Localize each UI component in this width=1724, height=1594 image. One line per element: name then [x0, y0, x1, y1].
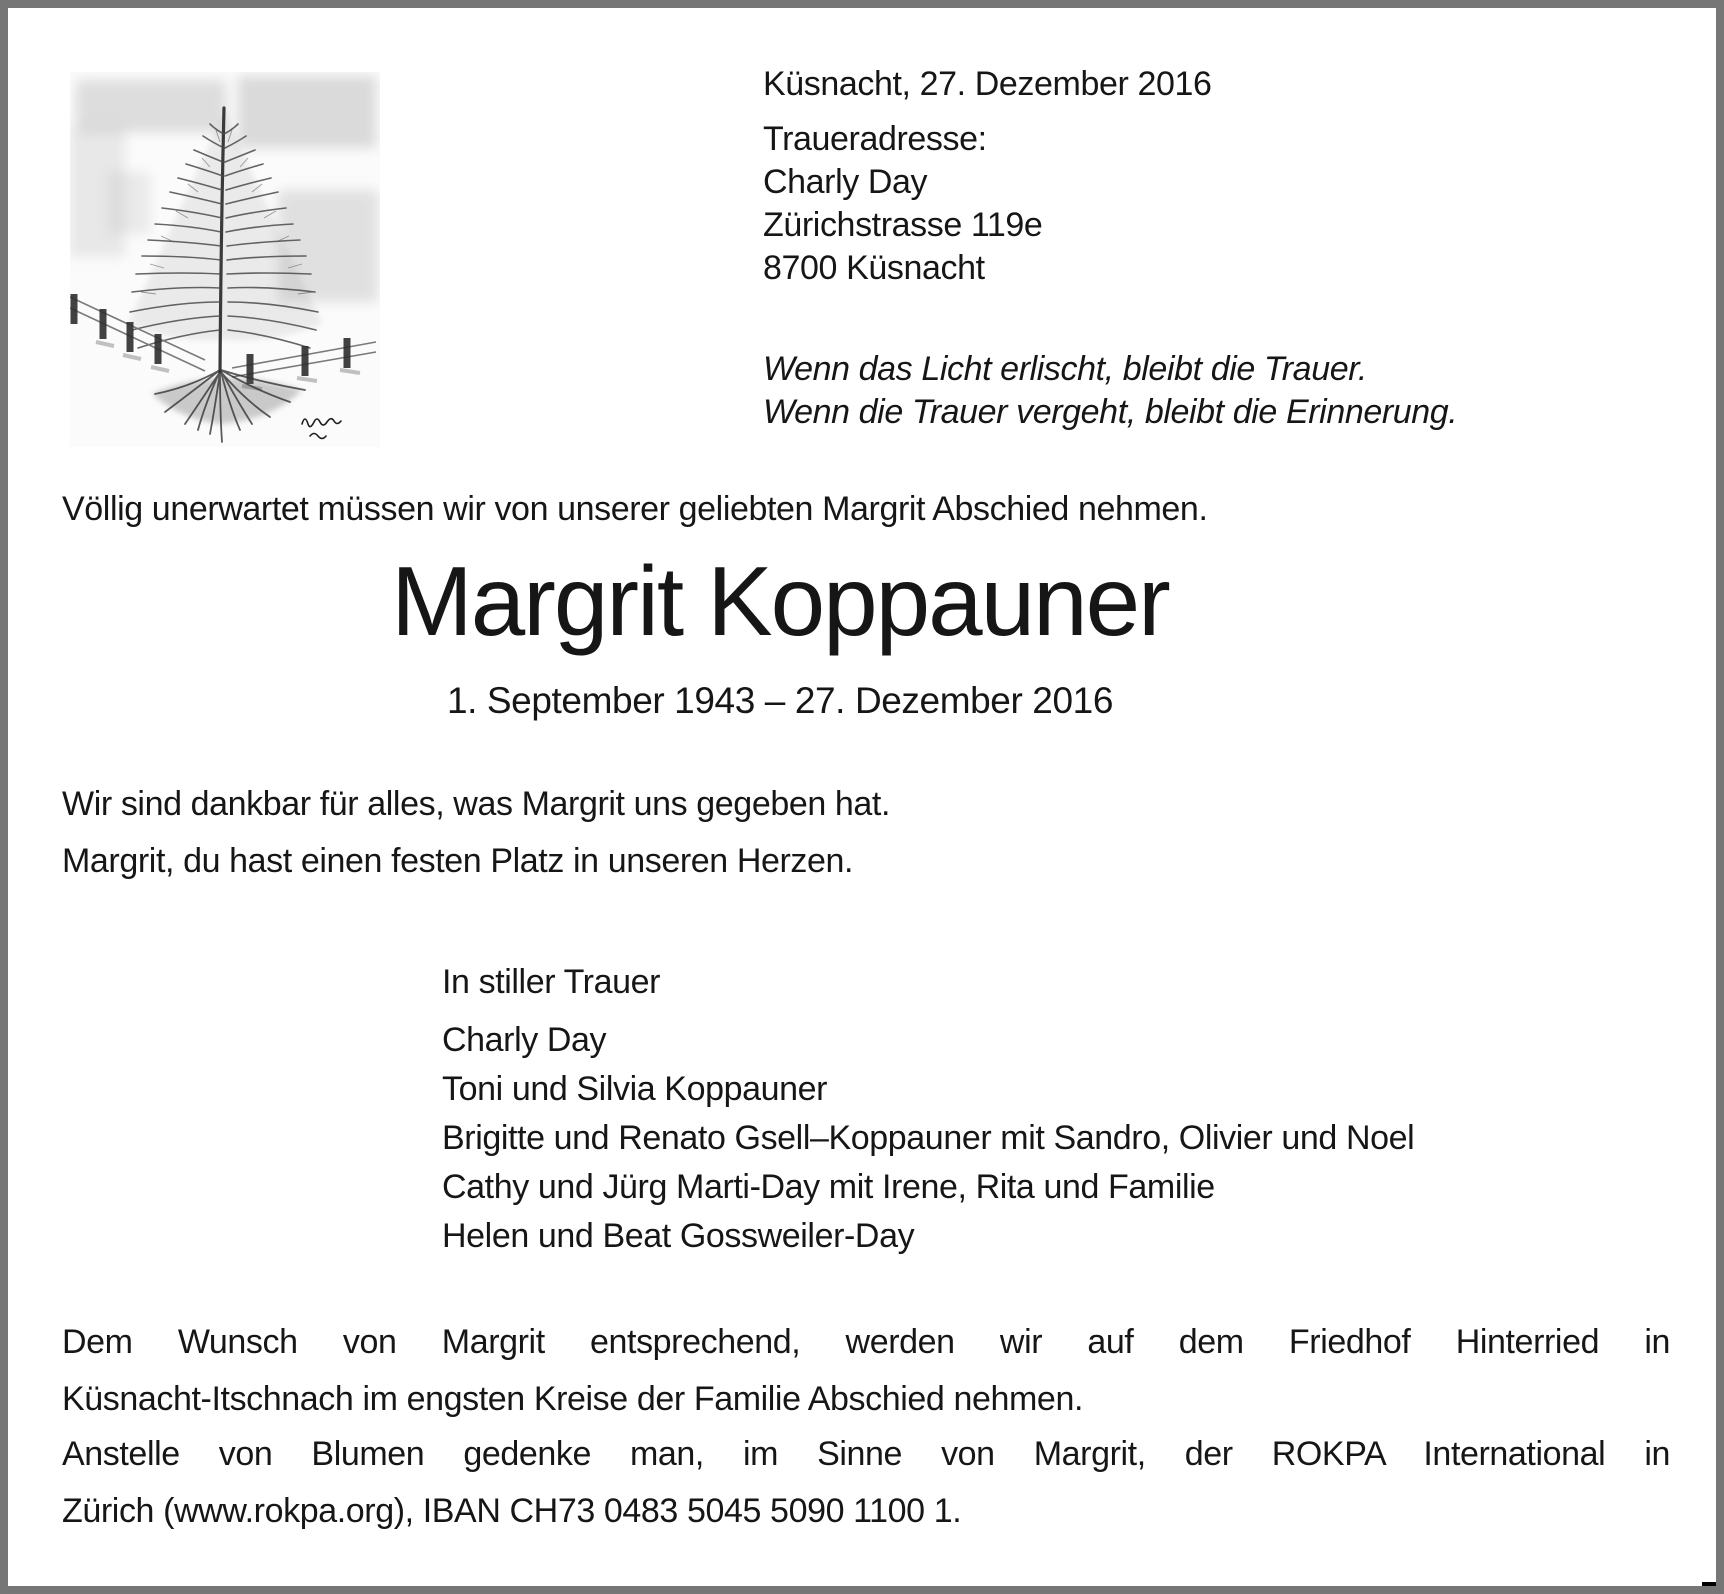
epigraph-line: Wenn die Trauer vergeht, bleibt die Erinnerung. [763, 393, 1458, 431]
epigraph-line: Wenn das Licht erlischt, bleibt die Trauer. [763, 350, 1367, 388]
epigraph-block [763, 348, 1457, 434]
mourning-address-block [763, 118, 1042, 290]
mourning-address-label: Traueradresse: [763, 120, 987, 158]
tribute-line: Margrit, du hast einen festen Platz in unseren Herzen. [62, 842, 854, 880]
dates-wrap [8, 680, 1552, 722]
mourner-name: Brigitte und Renato Gsell–Koppauner mit Sandro, Olivier und Noel [442, 1119, 1415, 1157]
mourners-block [442, 960, 1414, 1261]
funeral-info-line: Dem Wunsch von Margrit entsprechend, werden wir auf dem Friedhof Hinterried in [62, 1323, 1670, 1361]
dateline: Küsnacht, 27. Dezember 2016 [763, 65, 1212, 103]
title-wrap [8, 546, 1552, 656]
tree-sketch-svg [70, 72, 380, 447]
intro-text: Völlig unerwartet müssen wir von unserer geliebten Margrit Abschied nehmen. [62, 490, 1208, 528]
mourner-name: Charly Day [442, 1021, 607, 1059]
mourning-address-line: Charly Day [763, 163, 928, 201]
mourner-name: Cathy und Jürg Marti-Day mit Irene, Rita und Familie [442, 1168, 1215, 1206]
mourners-heading: In stiller Trauer [442, 963, 661, 1001]
mourner-name: Toni und Silvia Koppauner [442, 1070, 828, 1108]
deceased-name: Margrit Koppauner [391, 546, 1169, 656]
tribute-line: Wir sind dankbar für alles, was Margrit uns gegeben hat. [62, 785, 891, 823]
funeral-info-paragraph [62, 1314, 1670, 1428]
donation-info-line: Zürich (www.rokpa.org), IBAN CH73 0483 5045 5090 1100 1. [62, 1492, 962, 1530]
mourner-name: Helen und Beat Gossweiler-Day [442, 1217, 915, 1255]
life-dates: 1. September 1943 – 27. Dezember 2016 [446, 680, 1114, 721]
mourning-address-line: 8700 Küsnacht [763, 249, 985, 287]
donation-info-paragraph [62, 1426, 1670, 1540]
mourning-address-line: Zürichstrasse 119e [763, 206, 1043, 244]
donation-info-line: Anstelle von Blumen gedenke man, im Sinne von Margrit, der ROKPA International in [62, 1435, 1670, 1473]
corner-crop-mark [1702, 1582, 1724, 1586]
tree-sketch-image [70, 72, 380, 447]
tribute-block [62, 776, 890, 890]
funeral-info-line: Küsnacht-Itschnach im engsten Kreise der Familie Abschied nehmen. [62, 1380, 1083, 1418]
